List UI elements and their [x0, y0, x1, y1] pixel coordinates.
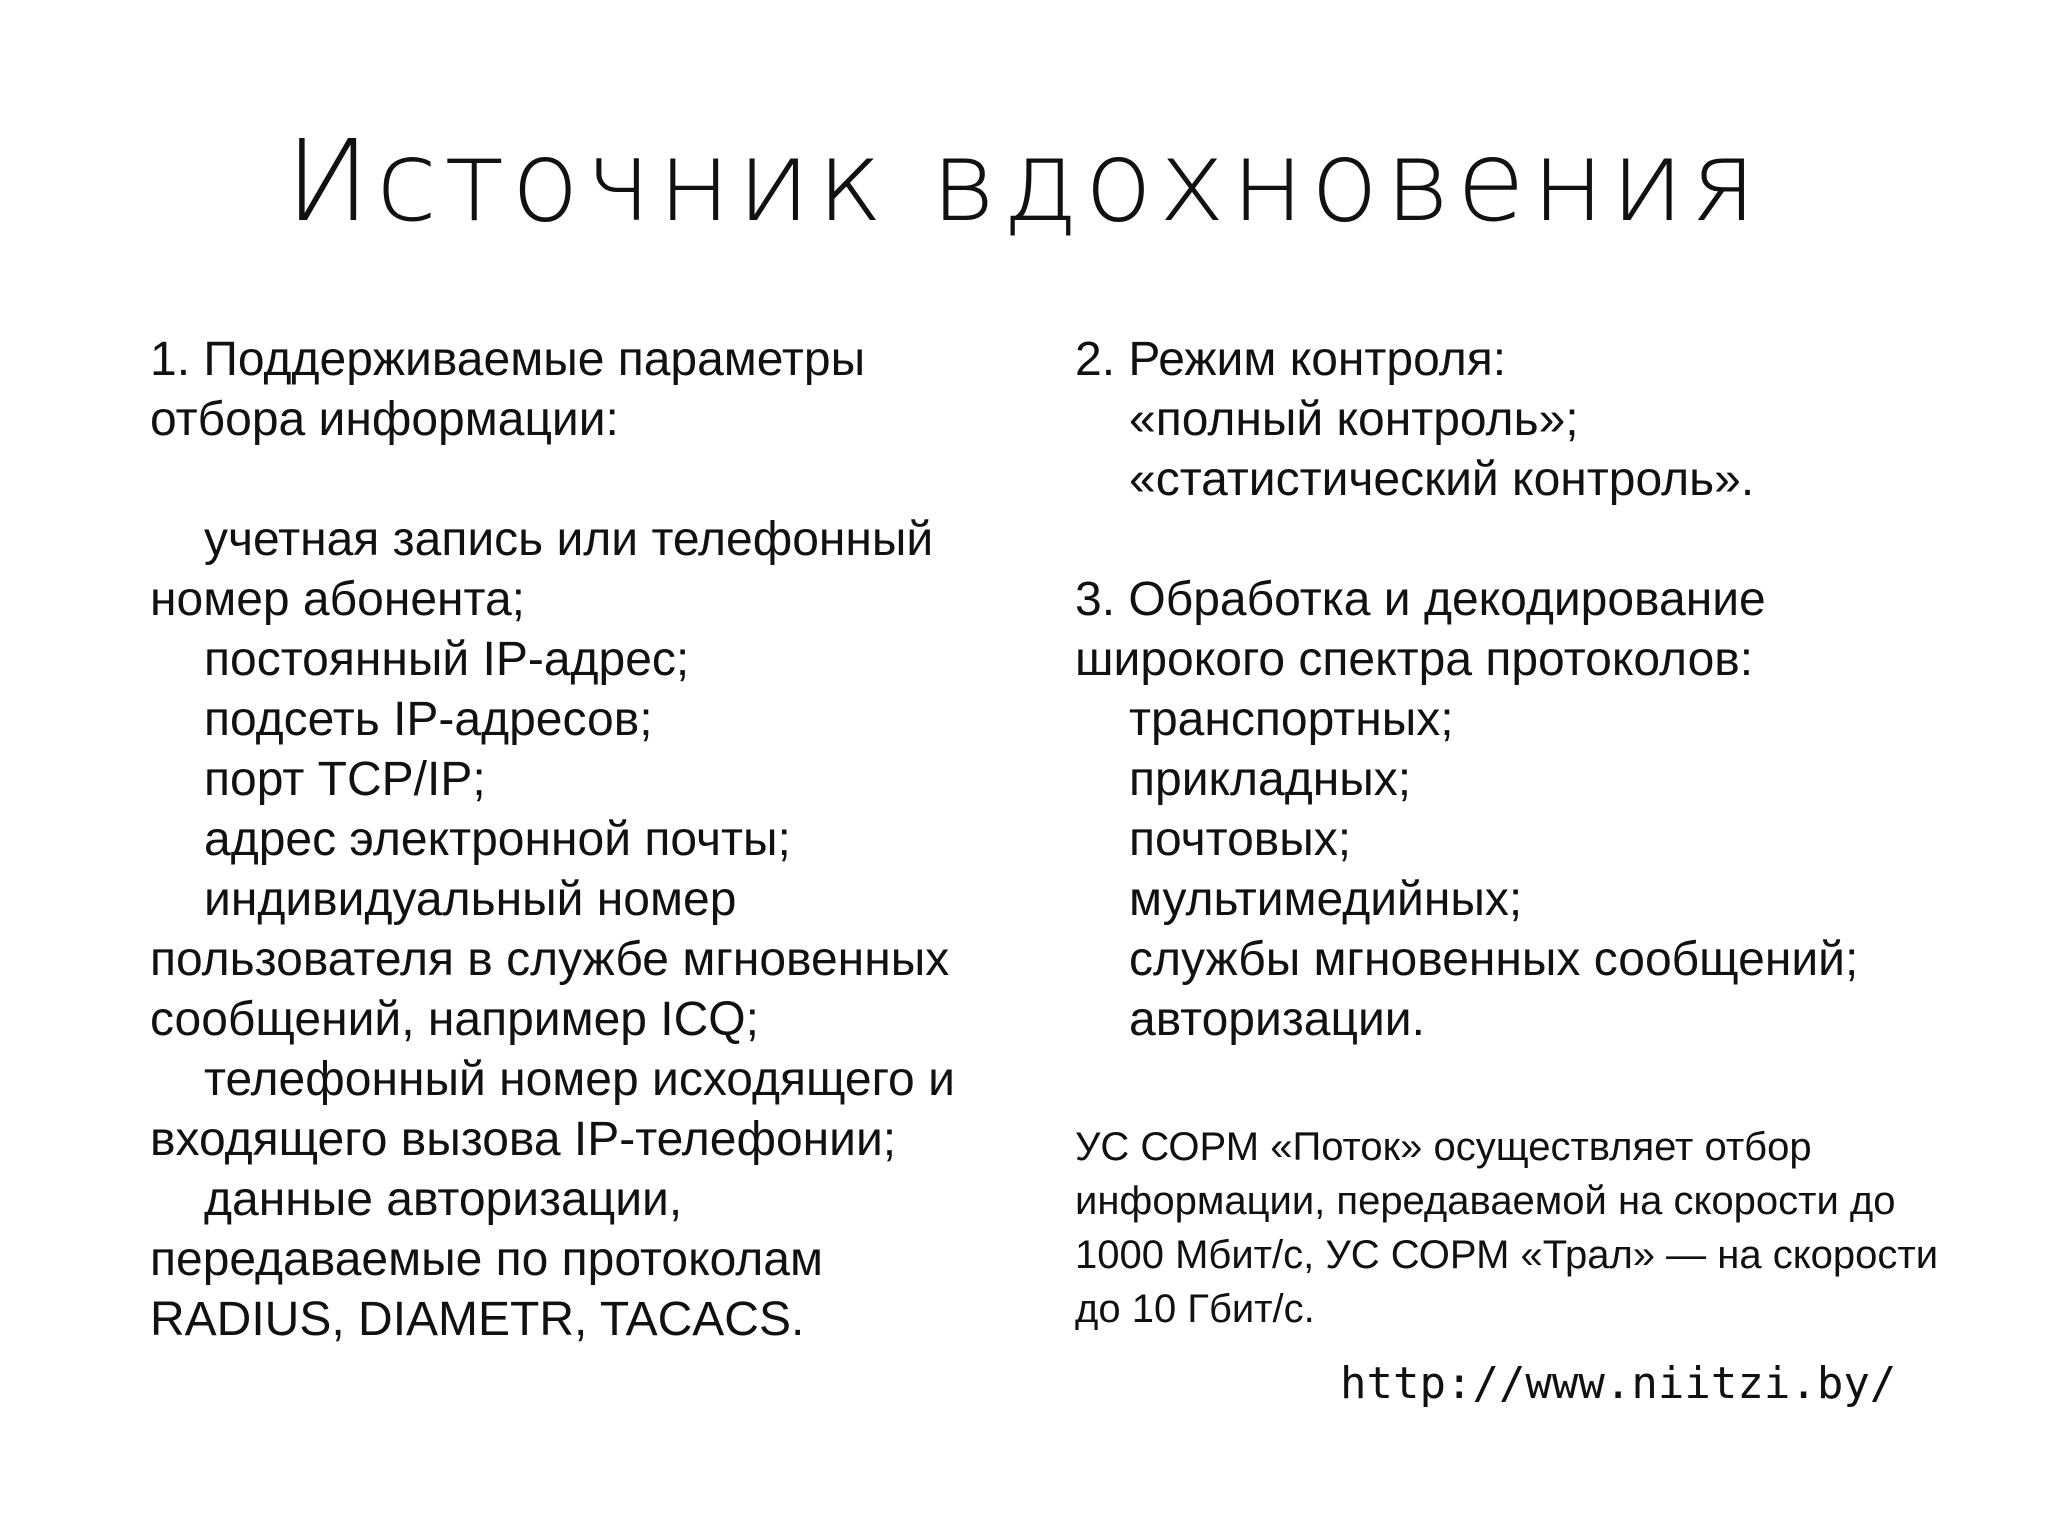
protocol-item: транспортных;: [1129, 693, 1454, 746]
section3-heading-line2: широкого спектра протоколов:: [1075, 633, 1754, 686]
protocol-item: службы мгновенных сообщений;: [1129, 933, 1859, 986]
param-item-continuation: сообщений, например ICQ;: [150, 993, 759, 1046]
note-line: до 10 Гбит/с.: [1075, 1287, 1315, 1331]
left-column: [150, 330, 1050, 1350]
param-item: адрес электронной почты;: [204, 813, 791, 866]
protocol-item: почтовых;: [1129, 813, 1352, 866]
protocol-item: прикладных;: [1129, 753, 1412, 806]
param-item-continuation: передаваемые по протоколам: [150, 1233, 823, 1286]
param-item-continuation: RADIUS, DIAMETR, TACACS.: [150, 1293, 805, 1346]
section3-heading-line1: 3. Обработка и декодирование: [1075, 573, 1766, 626]
right-column: [1075, 330, 1995, 1050]
param-item-continuation: пользователя в службе мгновенных: [150, 933, 950, 986]
param-item: постоянный IP-адрес;: [204, 633, 690, 686]
param-item: телефонный номер исходящего и: [204, 1053, 955, 1106]
section1-heading-line1: 1. Поддерживаемые параметры: [150, 333, 866, 386]
param-item: порт TCP/IP;: [204, 753, 486, 806]
param-item: подсеть IP-адресов;: [204, 693, 653, 746]
note-line: УС СОРМ «Поток» осуществляет отбор: [1075, 1125, 1812, 1169]
slide-title: Источник вдохновения: [285, 117, 1763, 247]
param-item-continuation: входящего вызова IP-телефонии;: [150, 1113, 897, 1166]
param-item: данные авторизации,: [204, 1173, 683, 1226]
spacer: [150, 450, 1050, 510]
sorm-note: [1075, 1120, 1995, 1336]
section1-heading-line2: отбора информации:: [150, 393, 619, 446]
control-mode-item: «полный контроль»;: [1129, 393, 1579, 446]
protocol-item: мультимедийных;: [1129, 873, 1523, 926]
source-url: http://www.niitzi.by/: [1340, 1358, 1897, 1409]
param-item: учетная запись или телефонный: [204, 513, 934, 566]
note-line: информации, передаваемой на скорости до: [1075, 1179, 1896, 1223]
param-item: индивидуальный номер: [204, 873, 737, 926]
spacer: [1075, 510, 1995, 570]
note-line: 1000 Мбит/с, УС СОРМ «Трал» — на скорости: [1075, 1233, 1939, 1277]
param-item-continuation: номер абонента;: [150, 573, 525, 626]
section2-heading: 2. Режим контроля:: [1075, 333, 1507, 386]
control-mode-item: «статистический контроль».: [1129, 453, 1755, 506]
protocol-item: авторизации.: [1129, 993, 1425, 1046]
